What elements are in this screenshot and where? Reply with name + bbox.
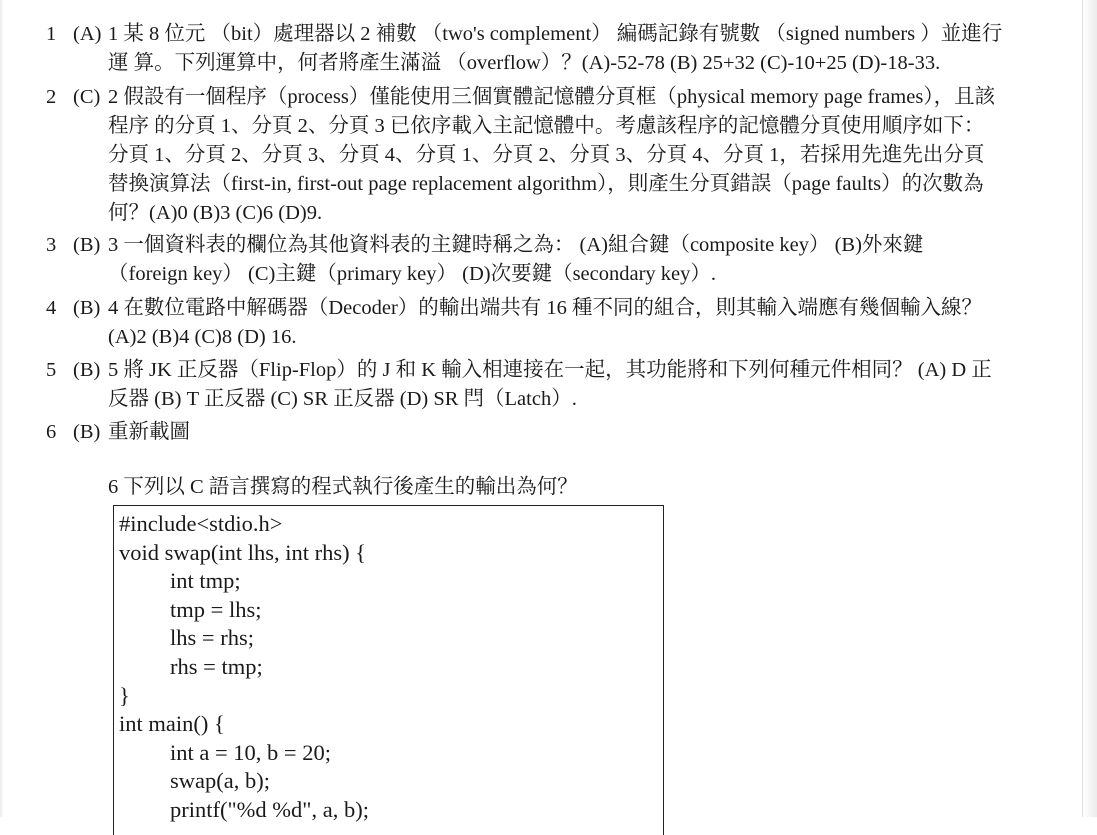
question-answer: (B) (73, 297, 101, 319)
question-line: (A)2 (B)4 (C)8 (D) 16. (108, 326, 297, 348)
question-line: 何？(A)0 (B)3 (C)6 (D)9. (108, 202, 323, 224)
code-line: } (119, 682, 130, 708)
question-text (108, 294, 1060, 352)
question-line: 程序 的分頁 1、分頁 2、分頁 3 已依序載入主記憶體中。考慮該程序的記憶體分頁使用順序如下： (108, 115, 985, 137)
code-block (113, 505, 664, 835)
question-line: 分頁 1、分頁 2、分頁 3、分頁 4、分頁 1、分頁 2、分頁 3、分頁 4、分頁 1，若採用先進先出分頁 (108, 144, 985, 166)
question-line: 反器 (B) T 正反器 (C) SR 正反器 (D) SR 閂（Latch）. (108, 388, 577, 410)
question-text (108, 356, 1060, 414)
question-4 (0, 294, 1060, 352)
question-text (108, 83, 1060, 228)
question-number: 5 (46, 359, 57, 381)
question-text (108, 418, 1060, 447)
question-line: 運 算。下列運算中，何者將產生滿溢 （overflow）？(A)-52-78 (B) 25+32 (C)-10+25 (D)-18-33. (108, 52, 941, 74)
reload-image-label: 重新載圖 (108, 421, 190, 443)
question-5 (0, 356, 1060, 414)
question-number: 4 (46, 297, 57, 319)
question-answer: (A) (73, 23, 102, 45)
code-line: swap(a, b); (170, 768, 270, 794)
code-line: int main() { (119, 711, 225, 737)
code-line: void swap(int lhs, int rhs) { (119, 539, 367, 565)
page-right-edge (1082, 0, 1097, 817)
question-answer: (B) (73, 421, 101, 443)
question-2 (0, 83, 1060, 228)
question-1 (0, 20, 1060, 78)
question-line: 替換演算法（first-in, first-out page replacement algorithm），則產生分頁錯誤（page faults）的次數為 (108, 173, 984, 195)
question-number: 6 (46, 421, 57, 443)
question-line: 3 一個資料表的欄位為其他資料表的主鍵時稱之為： (A)組合鍵（composite key） (B)外來鍵 (108, 234, 924, 256)
question-text (108, 20, 1060, 78)
question-line: 4 在數位電路中解碼器（Decoder）的輸出端共有 16 種不同的組合，則其輸入端應有幾個輸入線？ (108, 297, 983, 319)
question-6-prompt: 6 下列以 C 語言撰寫的程式執行後產生的輸出為何？ (108, 476, 578, 498)
question-number: 2 (46, 86, 57, 108)
question-text (108, 231, 1060, 289)
code-line: int tmp; (170, 568, 241, 594)
code-line: int a = 10, b = 20; (170, 739, 331, 765)
question-line: 2 假設有一個程序（process）僅能使用三個實體記憶體分頁框（physical memory page frames），且該 (108, 86, 996, 108)
question-number: 1 (46, 23, 57, 45)
question-answer: (B) (73, 359, 101, 381)
code-line: tmp = lhs; (170, 596, 262, 622)
question-3 (0, 231, 1060, 289)
question-line: 1 某 8 位元 （bit）處理器以 2 補數 （two's complement） 編碼記錄有號數 （signed numbers ）並進行 (108, 23, 1003, 45)
question-answer: (C) (73, 86, 101, 108)
code-line: rhs = tmp; (170, 653, 263, 679)
question-6 (0, 418, 1060, 447)
code-line: lhs = rhs; (170, 625, 254, 651)
code-line: #include<stdio.h> (119, 511, 283, 536)
code-line: printf("%d %d", a, b); (170, 796, 369, 822)
question-line: 5 將 JK 正反器（Flip-Flop）的 J 和 K 輸入相連接在一起，其功能將和下列何種元件相同？ (A) D 正 (108, 359, 992, 381)
question-number: 3 (46, 234, 57, 256)
question-line: （foreign key） (C)主鍵（primary key） (D)次要鍵（secondary key）. (108, 263, 717, 285)
question-answer: (B) (73, 234, 101, 256)
